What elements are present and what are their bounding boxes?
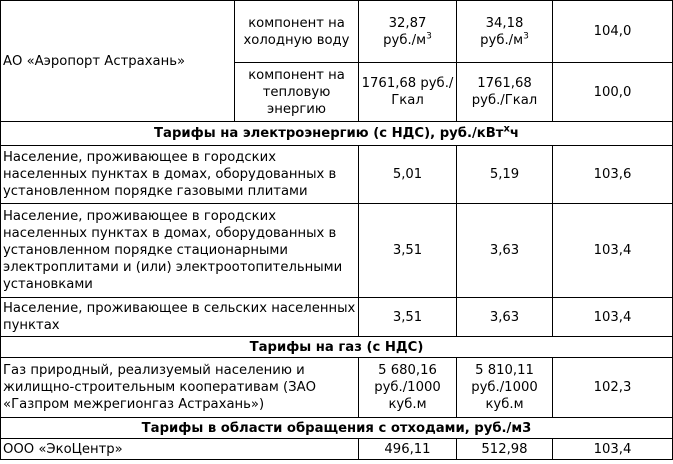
component-cell	[235, 63, 359, 122]
table-row	[1, 358, 673, 418]
section-header	[1, 418, 673, 439]
section-header-tail: ч	[509, 126, 519, 141]
value-text: 5 680,16 руб./1000 куб.м	[374, 363, 441, 412]
table-row	[1, 298, 673, 337]
value-text: 5,19	[489, 167, 520, 182]
row-label: Население, проживающее в сельских населенных пунктах	[3, 301, 356, 333]
percent-value: 102,3	[593, 380, 632, 395]
value-cell	[359, 439, 457, 460]
percent-cell	[553, 1, 673, 63]
section-header	[1, 122, 673, 146]
percent-cell	[553, 439, 673, 460]
value-cell	[457, 358, 553, 418]
table-row	[1, 146, 673, 204]
section-header-row	[1, 337, 673, 358]
section-header	[1, 337, 673, 358]
percent-value: 103,4	[593, 441, 632, 457]
value-cell	[359, 358, 457, 418]
label-cell	[1, 204, 359, 298]
value-cell	[457, 63, 553, 122]
row-label: ООО «ЭкоЦентр»	[3, 441, 123, 457]
section-header-row	[1, 122, 673, 146]
value-cell	[457, 439, 553, 460]
section-header-text: Тарифы на газ (с НДС)	[249, 339, 424, 355]
percent-cell	[553, 298, 673, 337]
percent-value: 100,0	[593, 84, 632, 100]
row-label: Газ природный, реализуемый населению и жилищно-строительным кооперативам (ЗАО «Газпром межрегионгаз Астрахань»)	[3, 363, 316, 412]
value-cell	[457, 204, 553, 298]
value-text: 3,63	[489, 309, 520, 325]
label-cell	[1, 146, 359, 204]
value-unit: руб./м	[480, 32, 524, 48]
component-label: компонент на холодную воду	[243, 15, 350, 48]
table-row	[1, 1, 673, 63]
section-header-row	[1, 418, 673, 439]
value-text: 3,51	[392, 309, 423, 325]
value-cell	[359, 1, 457, 63]
value-text: 1761,68 руб./Гкал	[361, 76, 454, 108]
label-cell	[1, 439, 359, 460]
value-cell	[359, 63, 457, 122]
value-cell	[359, 204, 457, 298]
value-cell	[457, 1, 553, 63]
table-row	[1, 439, 673, 460]
percent-cell	[553, 358, 673, 418]
value-cell	[359, 298, 457, 337]
value-cell	[457, 298, 553, 337]
component-label: компонент на тепловую энергию	[248, 67, 345, 117]
label-cell	[1, 358, 359, 418]
unit-superscript: 3	[523, 31, 529, 42]
percent-value: 103,4	[593, 243, 632, 258]
percent-cell	[553, 204, 673, 298]
value-text: 3,51	[392, 243, 423, 258]
value-text: 5,01	[392, 167, 423, 182]
value-number: 32,87	[388, 15, 427, 31]
percent-value: 103,6	[593, 167, 632, 182]
header-superscript: x	[503, 123, 510, 135]
row-label: Население, проживающее в городских населенных пунктах в домах, оборудованных в установленном порядке газовыми плитами	[3, 150, 337, 199]
table-row	[1, 204, 673, 298]
unit-superscript: 3	[426, 31, 432, 42]
value-text: 496,11	[384, 441, 431, 457]
label-cell	[1, 298, 359, 337]
value-number: 34,18	[485, 15, 524, 31]
value-cell	[359, 146, 457, 204]
value-text: 3,63	[489, 243, 520, 258]
percent-value: 103,4	[593, 309, 632, 325]
org-name-cell	[1, 1, 235, 122]
value-unit: руб./м	[383, 32, 427, 48]
section-header-text: Тарифы на электроэнергию (с НДС), руб./кВт	[154, 126, 504, 141]
section-header-text: Тарифы в области обращения с отходами, руб./м3	[141, 420, 532, 436]
value-text: 5 810,11 руб./1000 куб.м	[471, 363, 538, 412]
value-text: 512,98	[481, 441, 528, 457]
percent-value: 104,0	[593, 24, 632, 39]
value-text: 1761,68 руб./Гкал	[471, 76, 538, 108]
org-name: АО «Аэропорт Астрахань»	[3, 53, 186, 69]
row-label: Население, проживающее в городских населенных пунктах в домах, оборудованных в установленном порядке стационарными электроплитами и (или) электроотопительными установками	[3, 209, 343, 292]
value-cell	[457, 146, 553, 204]
percent-cell	[553, 63, 673, 122]
component-cell	[235, 1, 359, 63]
percent-cell	[553, 146, 673, 204]
